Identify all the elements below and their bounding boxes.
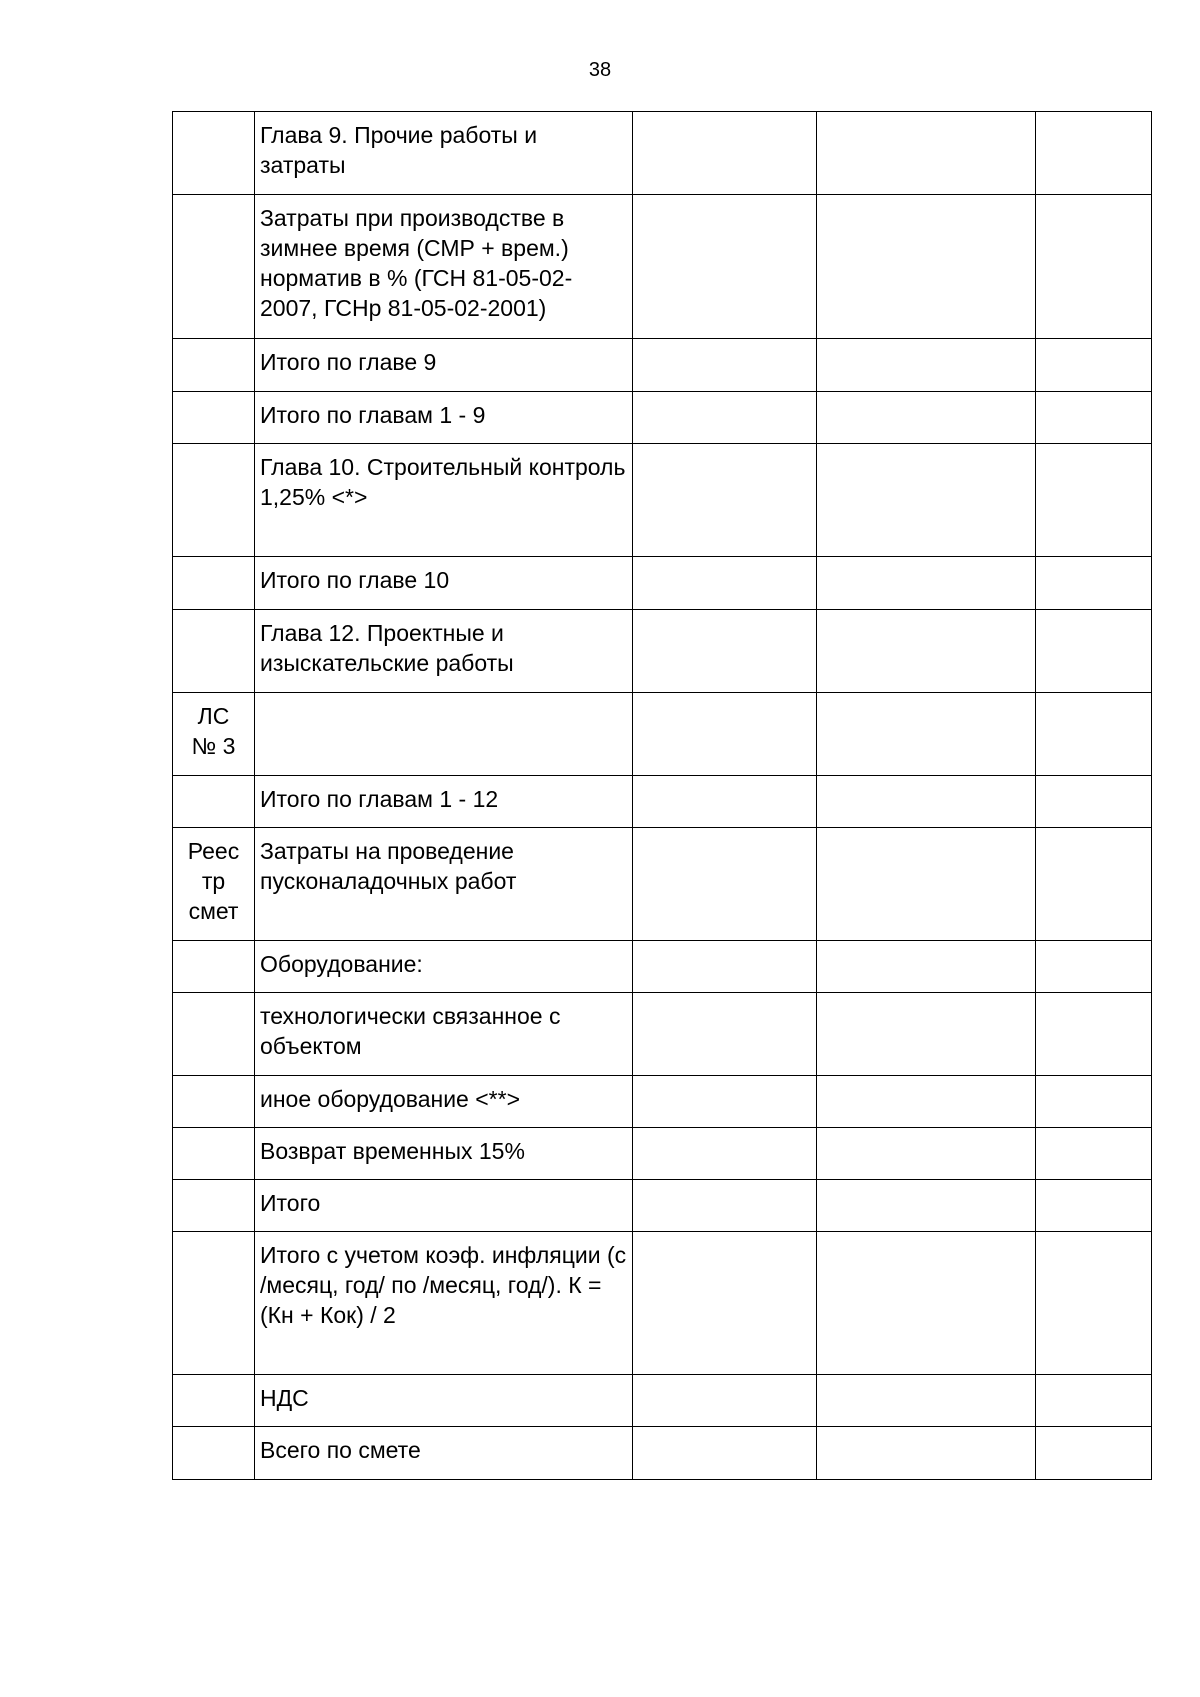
empty-value-cell	[1036, 693, 1152, 776]
row-item-cell: Итого с учетом коэф. инфляции (с /месяц, год/ по /месяц, год/). К = (Кн + Кок) / 2	[255, 1232, 633, 1375]
table-row	[173, 112, 1152, 195]
row-ref-cell	[173, 776, 255, 828]
row-ref-cell: Реес тр смет	[173, 828, 255, 941]
table-row	[173, 195, 1152, 339]
empty-value-cell	[1036, 339, 1152, 392]
row-item-cell: НДС	[255, 1375, 633, 1427]
empty-value-cell	[633, 1180, 817, 1232]
empty-value-cell	[1036, 444, 1152, 557]
row-ref-cell	[173, 1128, 255, 1180]
empty-value-cell	[1036, 1128, 1152, 1180]
empty-value-cell	[817, 1375, 1036, 1427]
empty-value-cell	[633, 1427, 817, 1480]
estimate-table	[172, 111, 1152, 1480]
table-row	[173, 941, 1152, 993]
empty-value-cell	[1036, 776, 1152, 828]
empty-value-cell	[1036, 1375, 1152, 1427]
row-ref-cell	[173, 1232, 255, 1375]
empty-value-cell	[1036, 1180, 1152, 1232]
empty-value-cell	[817, 993, 1036, 1076]
empty-value-cell	[1036, 557, 1152, 610]
empty-value-cell	[817, 339, 1036, 392]
row-ref-cell	[173, 339, 255, 392]
row-item-cell: Итого по главам 1 - 12	[255, 776, 633, 828]
table-row	[173, 392, 1152, 444]
row-item-cell: Итого	[255, 1180, 633, 1232]
row-item-cell: Итого по главе 10	[255, 557, 633, 610]
row-item-cell: Глава 9. Прочие работы и затраты	[255, 112, 633, 195]
row-item-cell: технологически связанное с объектом	[255, 993, 633, 1076]
empty-value-cell	[633, 693, 817, 776]
row-ref-cell	[173, 112, 255, 195]
empty-value-cell	[633, 1375, 817, 1427]
empty-value-cell	[1036, 1427, 1152, 1480]
empty-value-cell	[817, 557, 1036, 610]
row-ref-cell	[173, 1076, 255, 1128]
empty-value-cell	[1036, 112, 1152, 195]
table-row	[173, 1076, 1152, 1128]
table-row	[173, 339, 1152, 392]
empty-value-cell	[817, 610, 1036, 693]
row-ref-cell	[173, 1180, 255, 1232]
table-row	[173, 610, 1152, 693]
empty-value-cell	[633, 1076, 817, 1128]
estimate-table-body	[173, 112, 1152, 1480]
empty-value-cell	[817, 392, 1036, 444]
row-item-cell: Возврат временных 15%	[255, 1128, 633, 1180]
empty-value-cell	[1036, 828, 1152, 941]
empty-value-cell	[817, 1128, 1036, 1180]
row-item-cell: Затраты на проведение пусконаладочных работ	[255, 828, 633, 941]
row-ref-cell	[173, 993, 255, 1076]
empty-value-cell	[1036, 392, 1152, 444]
row-ref-cell	[173, 392, 255, 444]
table-row	[173, 1180, 1152, 1232]
empty-value-cell	[817, 1180, 1036, 1232]
empty-value-cell	[817, 444, 1036, 557]
table-row	[173, 444, 1152, 557]
empty-value-cell	[1036, 1232, 1152, 1375]
empty-value-cell	[633, 339, 817, 392]
row-ref-cell	[173, 941, 255, 993]
row-item-cell: Итого по главам 1 - 9	[255, 392, 633, 444]
row-item-cell: Всего по смете	[255, 1427, 633, 1480]
empty-value-cell	[1036, 195, 1152, 339]
empty-value-cell	[633, 610, 817, 693]
row-item-cell: Оборудование:	[255, 941, 633, 993]
empty-value-cell	[817, 828, 1036, 941]
row-ref-cell: ЛС № 3	[173, 693, 255, 776]
empty-value-cell	[633, 1128, 817, 1180]
table-row	[173, 993, 1152, 1076]
empty-value-cell	[633, 941, 817, 993]
row-item-cell: Глава 12. Проектные и изыскательские работы	[255, 610, 633, 693]
row-item-cell	[255, 693, 633, 776]
row-ref-cell	[173, 1427, 255, 1480]
row-item-cell: Глава 10. Строительный контроль 1,25% <*>	[255, 444, 633, 557]
table-row	[173, 828, 1152, 941]
empty-value-cell	[633, 828, 817, 941]
row-ref-cell	[173, 1375, 255, 1427]
row-ref-cell	[173, 610, 255, 693]
empty-value-cell	[633, 444, 817, 557]
page-number: 38	[588, 59, 612, 81]
row-item-cell: иное оборудование <**>	[255, 1076, 633, 1128]
table-row	[173, 693, 1152, 776]
table-row	[173, 1128, 1152, 1180]
empty-value-cell	[1036, 1076, 1152, 1128]
empty-value-cell	[633, 1232, 817, 1375]
table-row	[173, 1427, 1152, 1480]
empty-value-cell	[817, 941, 1036, 993]
table-row	[173, 776, 1152, 828]
row-ref-cell	[173, 444, 255, 557]
empty-value-cell	[817, 1427, 1036, 1480]
empty-value-cell	[817, 195, 1036, 339]
empty-value-cell	[633, 993, 817, 1076]
empty-value-cell	[633, 776, 817, 828]
row-ref-cell	[173, 557, 255, 610]
table-row	[173, 1232, 1152, 1375]
row-ref-cell	[173, 195, 255, 339]
empty-value-cell	[817, 1076, 1036, 1128]
empty-value-cell	[817, 776, 1036, 828]
empty-value-cell	[1036, 610, 1152, 693]
empty-value-cell	[633, 557, 817, 610]
empty-value-cell	[817, 1232, 1036, 1375]
row-item-cell: Затраты при производстве в зимнее время (СМР + врем.) норматив в % (ГСН 81-05-02-2007, ГСНр 81-05-02-2001)	[255, 195, 633, 339]
empty-value-cell	[1036, 941, 1152, 993]
empty-value-cell	[633, 392, 817, 444]
empty-value-cell	[1036, 993, 1152, 1076]
empty-value-cell	[817, 693, 1036, 776]
table-row	[173, 557, 1152, 610]
empty-value-cell	[817, 112, 1036, 195]
table-row	[173, 1375, 1152, 1427]
empty-value-cell	[633, 112, 817, 195]
row-item-cell: Итого по главе 9	[255, 339, 633, 392]
empty-value-cell	[633, 195, 817, 339]
